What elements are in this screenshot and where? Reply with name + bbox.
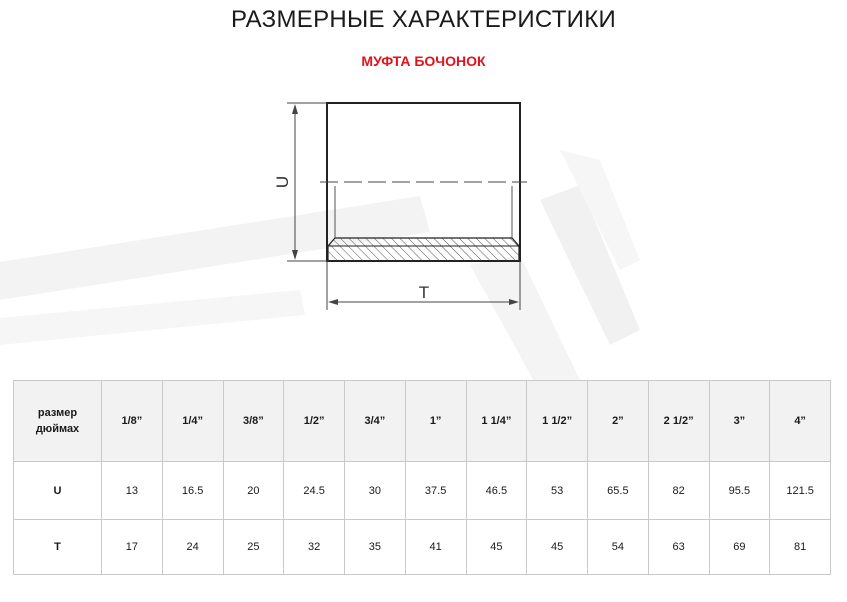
size-cell: 4” bbox=[770, 381, 831, 462]
dim-u-arrow-top bbox=[292, 104, 298, 114]
u-value-cell: 65.5 bbox=[588, 462, 649, 520]
u-value-cell: 37.5 bbox=[405, 462, 466, 520]
product-subtitle: МУФТА БОЧОНОК bbox=[361, 53, 486, 69]
size-cell: 1 1/4” bbox=[466, 381, 527, 462]
u-value-cell: 121.5 bbox=[770, 462, 831, 520]
header-size-label-line1: размер bbox=[37, 406, 78, 419]
size-cell: 1” bbox=[405, 381, 466, 462]
t-value-cell: 25 bbox=[223, 520, 284, 575]
size-cell: 1 1/2” bbox=[527, 381, 588, 462]
header-size-label-line2: дюймах bbox=[35, 423, 80, 435]
t-value-cell: 35 bbox=[345, 520, 406, 575]
u-value-cell: 13 bbox=[102, 462, 163, 520]
t-value-cell: 24 bbox=[162, 520, 223, 575]
u-value-cell: 24.5 bbox=[284, 462, 345, 520]
u-value-cell: 53 bbox=[527, 462, 588, 520]
u-value-cell: 30 bbox=[345, 462, 406, 520]
size-cell: 3” bbox=[709, 381, 770, 462]
dimensions-table bbox=[13, 380, 831, 575]
t-value-cell: 63 bbox=[648, 520, 709, 575]
size-cell: 2 1/2” bbox=[648, 381, 709, 462]
size-cell: 2” bbox=[588, 381, 649, 462]
hatched-section bbox=[328, 238, 519, 261]
header-size-label bbox=[14, 381, 102, 462]
u-value-cell: 16.5 bbox=[162, 462, 223, 520]
t-value-cell: 69 bbox=[709, 520, 770, 575]
size-cell: 3/8” bbox=[223, 381, 284, 462]
t-value-cell: 81 bbox=[770, 520, 831, 575]
t-value-cell: 41 bbox=[405, 520, 466, 575]
u-value-cell: 82 bbox=[648, 462, 709, 520]
size-cell: 1/8” bbox=[102, 381, 163, 462]
table-header-row bbox=[14, 381, 831, 462]
dim-u-label: U bbox=[273, 175, 292, 189]
u-value-cell: 46.5 bbox=[466, 462, 527, 520]
t-value-cell: 45 bbox=[527, 520, 588, 575]
size-cell: 1/4” bbox=[162, 381, 223, 462]
u-value-cell: 20 bbox=[223, 462, 284, 520]
table-row-t bbox=[14, 520, 831, 575]
dim-u-arrow-bottom bbox=[292, 250, 298, 260]
u-value-cell: 95.5 bbox=[709, 462, 770, 520]
dim-t-label: T bbox=[418, 283, 430, 302]
t-value-cell: 17 bbox=[102, 520, 163, 575]
table-row-u bbox=[14, 462, 831, 520]
dim-t-arrow-left bbox=[328, 299, 338, 305]
page-title: РАЗМЕРНЫЕ ХАРАКТЕРИСТИКИ bbox=[230, 6, 617, 33]
size-cell: 1/2” bbox=[284, 381, 345, 462]
t-value-cell: 54 bbox=[588, 520, 649, 575]
dim-t-arrow-right bbox=[509, 299, 519, 305]
row-label-u: U bbox=[14, 462, 102, 520]
t-value-cell: 45 bbox=[466, 520, 527, 575]
row-label-t: T bbox=[14, 520, 102, 575]
t-value-cell: 32 bbox=[284, 520, 345, 575]
size-cell: 3/4” bbox=[345, 381, 406, 462]
